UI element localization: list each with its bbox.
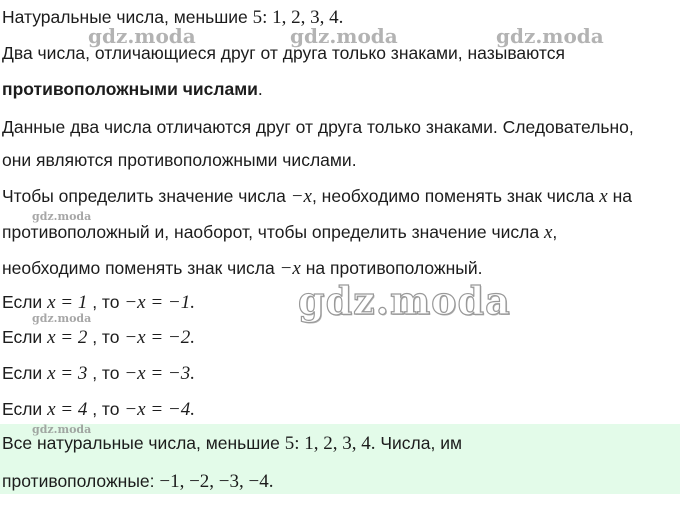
example-condition: x = 4 [47,399,88,420]
definition-term-end: . [257,79,263,99]
example-if: Если [2,292,48,312]
rule-text: на [607,186,632,206]
task-math: 5: 1, 2, 3, 4. [252,7,344,28]
rule-text: Чтобы определить значение числа [2,186,291,206]
example-line [2,361,195,386]
rule-line-2 [2,220,557,245]
rule-math: x [543,222,553,243]
example-if: Если [2,399,48,419]
rule-line-1 [2,184,632,209]
definition-line-2 [2,77,263,101]
example-line [2,397,195,422]
definition-term: противоположными числами [2,79,258,99]
example-line [2,325,195,350]
example-result: −x = −4. [124,399,195,420]
watermark: gdz.moda [290,24,398,48]
watermark: gdz.moda [88,24,196,48]
rule-math: x [599,186,608,207]
statement-line-2: они являются противоположными числами. [2,150,357,170]
rule-math: −x [290,186,312,207]
example-condition: x = 3 [47,363,88,384]
example-if: Если [2,363,48,383]
example-result: −x = −2. [124,327,195,348]
example-condition: x = 2 [47,327,88,348]
answer-math: 5: 1, 2, 3, 4. [284,433,376,454]
statement-line-1: Данные два числа отличаются друг от друга только знаками. Следовательно, [2,117,634,137]
watermark: gdz.moda [32,312,92,325]
watermark: gdz.moda [496,24,604,48]
answer-text: противоположные: [2,471,160,491]
example-result: −x = −1. [124,292,195,313]
answer-text: Все натуральные числа, меньшие [2,433,285,453]
example-if: Если [2,327,48,347]
rule-text: , [552,222,558,242]
example-line [2,290,195,315]
watermark: gdz.moda [32,423,92,436]
watermark: gdz.moda [32,210,92,223]
example-then: , то [87,399,125,419]
definition-line-1: Два числа, отличающиеся друг от друга только знаками, называются [2,43,565,63]
rule-text: необходимо поменять знак числа [2,258,280,278]
example-result: −x = −3. [124,363,195,384]
rule-text: на противоположный. [300,258,483,278]
rule-math: −x [279,258,301,279]
example-then: , то [87,327,125,347]
example-then: , то [87,292,125,312]
answer-text: Числа, им [375,433,463,453]
watermark: gdz.moda [298,278,511,323]
rule-text: , необходимо поменять знак числа [311,186,600,206]
answer-math: −1, −2, −3, −4. [159,471,274,492]
rule-text: противоположный и, наоборот, чтобы определить значение числа [2,222,544,242]
answer-line-2 [2,469,273,494]
example-condition: x = 1 [47,292,88,313]
example-then: , то [87,363,125,383]
task-prefix: Натуральные числа, меньшие [2,7,253,27]
